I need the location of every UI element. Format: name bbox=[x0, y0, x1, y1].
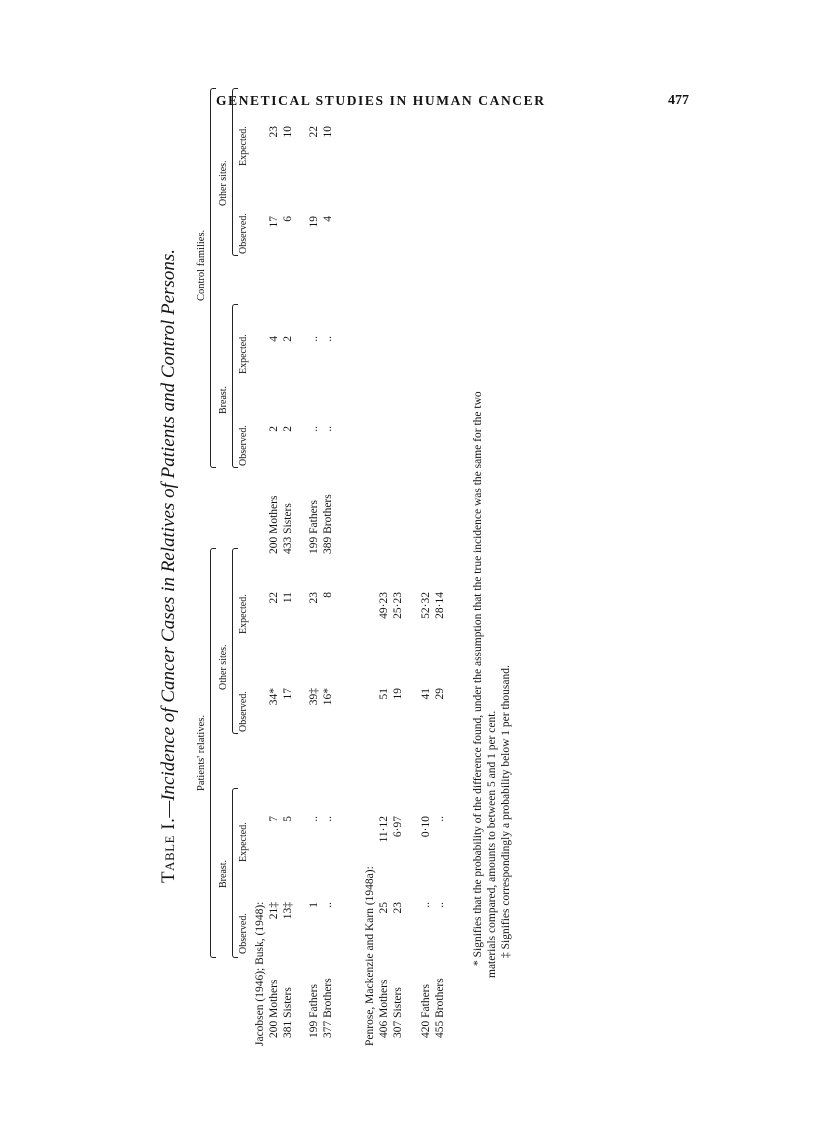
patients-brace bbox=[210, 548, 216, 958]
patient-other-expected: 8 bbox=[322, 592, 334, 598]
control-breast-header: Breast. bbox=[218, 385, 229, 414]
patient-breast-observed: 1 bbox=[308, 902, 320, 908]
patient-breast-observed: 23 bbox=[392, 902, 404, 914]
patient-breast-expected: 11·12 bbox=[378, 816, 390, 843]
patient-breast-observed: .. bbox=[420, 902, 432, 908]
patient-other-observed: 16* bbox=[322, 688, 334, 706]
control-row-label: 199 Fathers bbox=[308, 500, 320, 554]
footnote-star: * Signifies that the probability of the difference found, under the assumption that the true incidence was the same for the two bbox=[472, 391, 484, 966]
group-control-header: Control families. bbox=[196, 229, 207, 301]
running-title: GENETICAL STUDIES IN HUMAN CANCER bbox=[216, 93, 546, 108]
control-other-expected: 10 bbox=[282, 126, 294, 138]
group-patients-header: Patients' relatives. bbox=[196, 715, 207, 791]
patient-breast-observed: .. bbox=[322, 902, 334, 908]
source-penrose: Penrose, Mackenzie and Karn (1948a): bbox=[364, 866, 376, 1046]
control-row-label: 200 Mothers bbox=[268, 495, 280, 554]
source-jacobsen-busk: Jacobsen (1946); Busk, (1948): bbox=[254, 901, 266, 1046]
control-breast-expected: 4 bbox=[268, 336, 280, 342]
control-other-expected: 23 bbox=[268, 126, 280, 138]
patient-breast-observed: 21‡ bbox=[268, 902, 280, 920]
patient-breast-observed: 13‡ bbox=[282, 902, 294, 920]
patient-other-expected: 22 bbox=[268, 592, 280, 604]
control-breast-expected: .. bbox=[322, 336, 334, 342]
patient-breast-expected: .. bbox=[434, 816, 446, 822]
patient-breast-expected: 0·10 bbox=[420, 816, 432, 838]
control-breast-observed: .. bbox=[322, 426, 334, 432]
patient-other-observed: 41 bbox=[420, 688, 432, 700]
patient-other-expected: 28·14 bbox=[434, 592, 446, 619]
patient-breast-expected: .. bbox=[322, 816, 334, 822]
control-row-label: 433 Sisters bbox=[282, 503, 294, 554]
patient-other-expected: 52·32 bbox=[420, 592, 432, 619]
patient-row-label: 307 Sisters bbox=[392, 987, 404, 1038]
footnote-dagger: ‡ Signifies correspondingly a probability below 1 per thousand. bbox=[500, 665, 512, 958]
patient-breast-observed: 25 bbox=[378, 902, 390, 914]
patient-row-label: 455 Brothers bbox=[434, 978, 446, 1038]
patient-other-observed: 29 bbox=[434, 688, 446, 700]
caption-text: —Incidence of Cancer Cases in Relatives of Patients and Control Persons. bbox=[158, 248, 179, 818]
caption-label: Table I. bbox=[158, 817, 179, 884]
control-breast-observed: 2 bbox=[268, 426, 280, 432]
patient-other-expected: 23 bbox=[308, 592, 320, 604]
control-breast-expected: 2 bbox=[282, 336, 294, 342]
patient-row-label: 200 Mothers bbox=[268, 979, 280, 1038]
control-row-label: 389 Brothers bbox=[322, 494, 334, 554]
patients-breast-header: Breast. bbox=[218, 859, 229, 888]
patients-breast-observed: Observed. bbox=[238, 913, 249, 954]
control-breast-expected: .. bbox=[308, 336, 320, 342]
footnote-star-cont: materials compared, amounts to between 5 and 1 per cent. bbox=[486, 710, 498, 978]
patient-row-label: 381 Sisters bbox=[282, 987, 294, 1038]
patient-breast-observed: .. bbox=[434, 902, 446, 908]
rotated-table bbox=[158, 86, 658, 1046]
patients-other-expected: Expected. bbox=[238, 594, 249, 634]
patient-row-label: 199 Fathers bbox=[308, 984, 320, 1038]
patient-row-label: 406 Mothers bbox=[378, 979, 390, 1038]
control-breast-observed: .. bbox=[308, 426, 320, 432]
patient-breast-expected: 7 bbox=[268, 816, 280, 822]
control-breast-expected: Expected. bbox=[238, 334, 249, 374]
patient-other-observed: 19 bbox=[392, 688, 404, 700]
control-other-expected: 22 bbox=[308, 126, 320, 138]
control-other-observed: 17 bbox=[268, 216, 280, 228]
control-other-expected: 10 bbox=[322, 126, 334, 138]
control-other-observed: 6 bbox=[282, 216, 294, 222]
control-brace bbox=[210, 88, 216, 468]
patients-other-header: Other sites. bbox=[218, 644, 229, 690]
patient-other-observed: 39‡ bbox=[308, 688, 320, 706]
control-other-observed: 4 bbox=[322, 216, 334, 222]
page-number: 477 bbox=[668, 93, 689, 108]
patient-other-observed: 51 bbox=[378, 688, 390, 700]
patient-breast-expected: .. bbox=[308, 816, 320, 822]
patient-breast-expected: 5 bbox=[282, 816, 294, 822]
control-breast-observed: Observed. bbox=[238, 425, 249, 466]
patient-row-label: 377 Brothers bbox=[322, 978, 334, 1038]
table-caption bbox=[158, 86, 180, 1046]
patient-row-label: 420 Fathers bbox=[420, 984, 432, 1038]
patients-other-observed: Observed. bbox=[238, 691, 249, 732]
patient-other-observed: 17 bbox=[282, 688, 294, 700]
control-other-observed: 19 bbox=[308, 216, 320, 228]
patient-other-observed: 34* bbox=[268, 688, 280, 706]
control-other-observed: Observed. bbox=[238, 213, 249, 254]
patients-breast-expected: Expected. bbox=[238, 822, 249, 862]
patient-other-expected: 11 bbox=[282, 592, 294, 604]
patient-other-expected: 25·23 bbox=[392, 592, 404, 619]
control-other-header: Other sites. bbox=[218, 160, 229, 206]
control-other-expected: Expected. bbox=[238, 126, 249, 166]
patient-breast-expected: 6·97 bbox=[392, 816, 404, 838]
control-breast-observed: 2 bbox=[282, 426, 294, 432]
patient-other-expected: 49·23 bbox=[378, 592, 390, 619]
